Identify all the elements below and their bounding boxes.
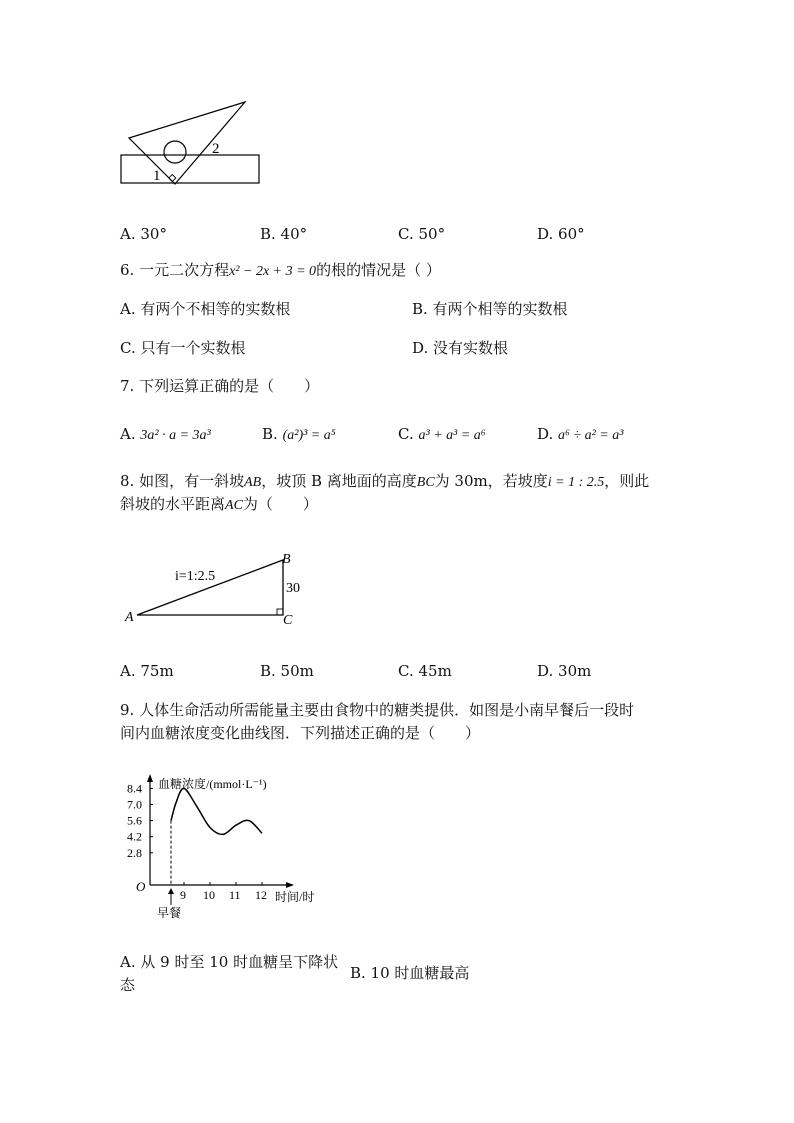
point-b-label: B [282,552,291,567]
y-tick-label: 2.8 [127,845,142,860]
q7-option-d-expr: a⁶ ÷ a² = a³ [558,428,624,443]
q9-stem-line1: 9. 人体生命活动所需能量主要由食物中的糖类提供．如图是小南早餐后一段时 [120,701,635,719]
q8-ab: AB [244,475,262,490]
q8-slope-ratio: i = 1 : 2.5 [547,475,605,490]
q7-option-b-label: B. [262,425,278,443]
q8-option-a[interactable]: A. 75m [120,662,174,680]
q8-text: 斜坡的水平距离 [120,495,226,513]
set-square-triangle [129,102,245,184]
q5-figure [115,98,295,198]
q5-option-a[interactable]: A. 30° [120,225,167,243]
q7-option-a-label: A. [120,425,136,443]
q7-option-b-expr: (a²)³ = a⁵ [282,428,336,443]
q8-text: 为（ ） [242,495,318,513]
q7-option-a[interactable] [120,424,211,446]
breakfast-annotation: 早餐 [157,906,182,920]
q8-text: ，坡顶 B 离地面的高度 [261,472,417,490]
y-tick-label: 5.6 [127,813,142,828]
q8-option-c[interactable]: C. 45m [398,662,452,680]
y-axis-arrow [147,774,153,782]
q9-option-a-line1[interactable]: A. 从 9 时至 10 时血糖呈下降状 [120,953,339,971]
q8-option-b[interactable]: B. 50m [260,662,314,680]
q6-stem-before: 6. 一元二次方程 [120,261,230,279]
blood-sugar-chart [115,770,335,920]
q8-slope-figure [120,548,310,628]
q6-option-b[interactable]: B. 有两个相等的实数根 [412,300,568,318]
q8-text: 8. 如图，有一斜坡 [120,472,245,490]
x-tick-label: 10 [203,888,215,902]
point-a-label: A [125,610,134,625]
q9-option-a-line2[interactable]: 态 [120,976,136,994]
q6-option-d[interactable]: D. 没有实数根 [412,339,509,357]
y-tick-label: 7.0 [127,797,142,812]
q9-stem-line2: 间内血糖浓度变化曲线图．下列描述正确的是（ ） [120,724,481,742]
slope-label: i=1:2.5 [175,569,216,584]
angle-1-label: 1 [153,168,161,184]
angle-2-label: 2 [212,141,220,157]
q8-stem-line2 [120,494,318,516]
y-tick-label: 4.2 [127,829,142,844]
q7-option-c-expr: a³ + a³ = a⁶ [418,428,486,443]
q7-stem: 7. 下列运算正确的是（ ） [120,377,320,395]
q9-option-b[interactable]: B. 10 时血糖最高 [350,964,470,982]
q8-text: 为 30m，若坡度 [434,472,548,490]
x-axis-arrow [286,882,294,888]
x-tick-label: 12 [255,888,267,902]
q7-option-b[interactable] [262,424,336,446]
q5-option-b[interactable]: B. 40° [260,225,308,243]
q8-text: ，则此 [604,472,650,490]
q8-ac: AC [225,498,243,513]
set-square-hole [164,141,186,163]
series-line [171,788,262,834]
q5-option-c[interactable]: C. 50° [398,225,446,243]
x-axis-label: 时间/时 [275,890,315,904]
point-c-label: C [283,613,293,628]
q6-equation: x² − 2x + 3 = 0 [229,264,317,279]
q8-stem-line1 [120,471,649,493]
y-tick-label: 8.4 [127,781,142,796]
x-tick-label: 9 [180,888,186,902]
q7-option-d[interactable] [537,424,623,446]
q6-option-c[interactable]: C. 只有一个实数根 [120,339,246,357]
q7-option-a-expr: 3a² · a = 3a³ [140,428,211,443]
q7-option-d-label: D. [537,425,554,443]
q6-stem-after: 的根的情况是（ ） [316,261,441,279]
q7-option-c-label: C. [398,425,414,443]
q8-bc: BC [416,475,435,490]
q7-option-c[interactable] [398,424,486,446]
ruler-bar [121,155,259,183]
q5-option-d[interactable]: D. 60° [537,225,585,243]
x-tick-label: 11 [229,888,241,902]
height-label: 30 [286,581,300,596]
y-axis-label: 血糖浓度/(mmol·L⁻¹) [158,777,267,791]
q8-option-d[interactable]: D. 30m [537,662,592,680]
q6-stem [120,260,441,282]
origin-label: O [136,879,146,894]
breakfast-arrow-head [168,888,174,894]
q6-option-a[interactable]: A. 有两个不相等的实数根 [120,300,291,318]
